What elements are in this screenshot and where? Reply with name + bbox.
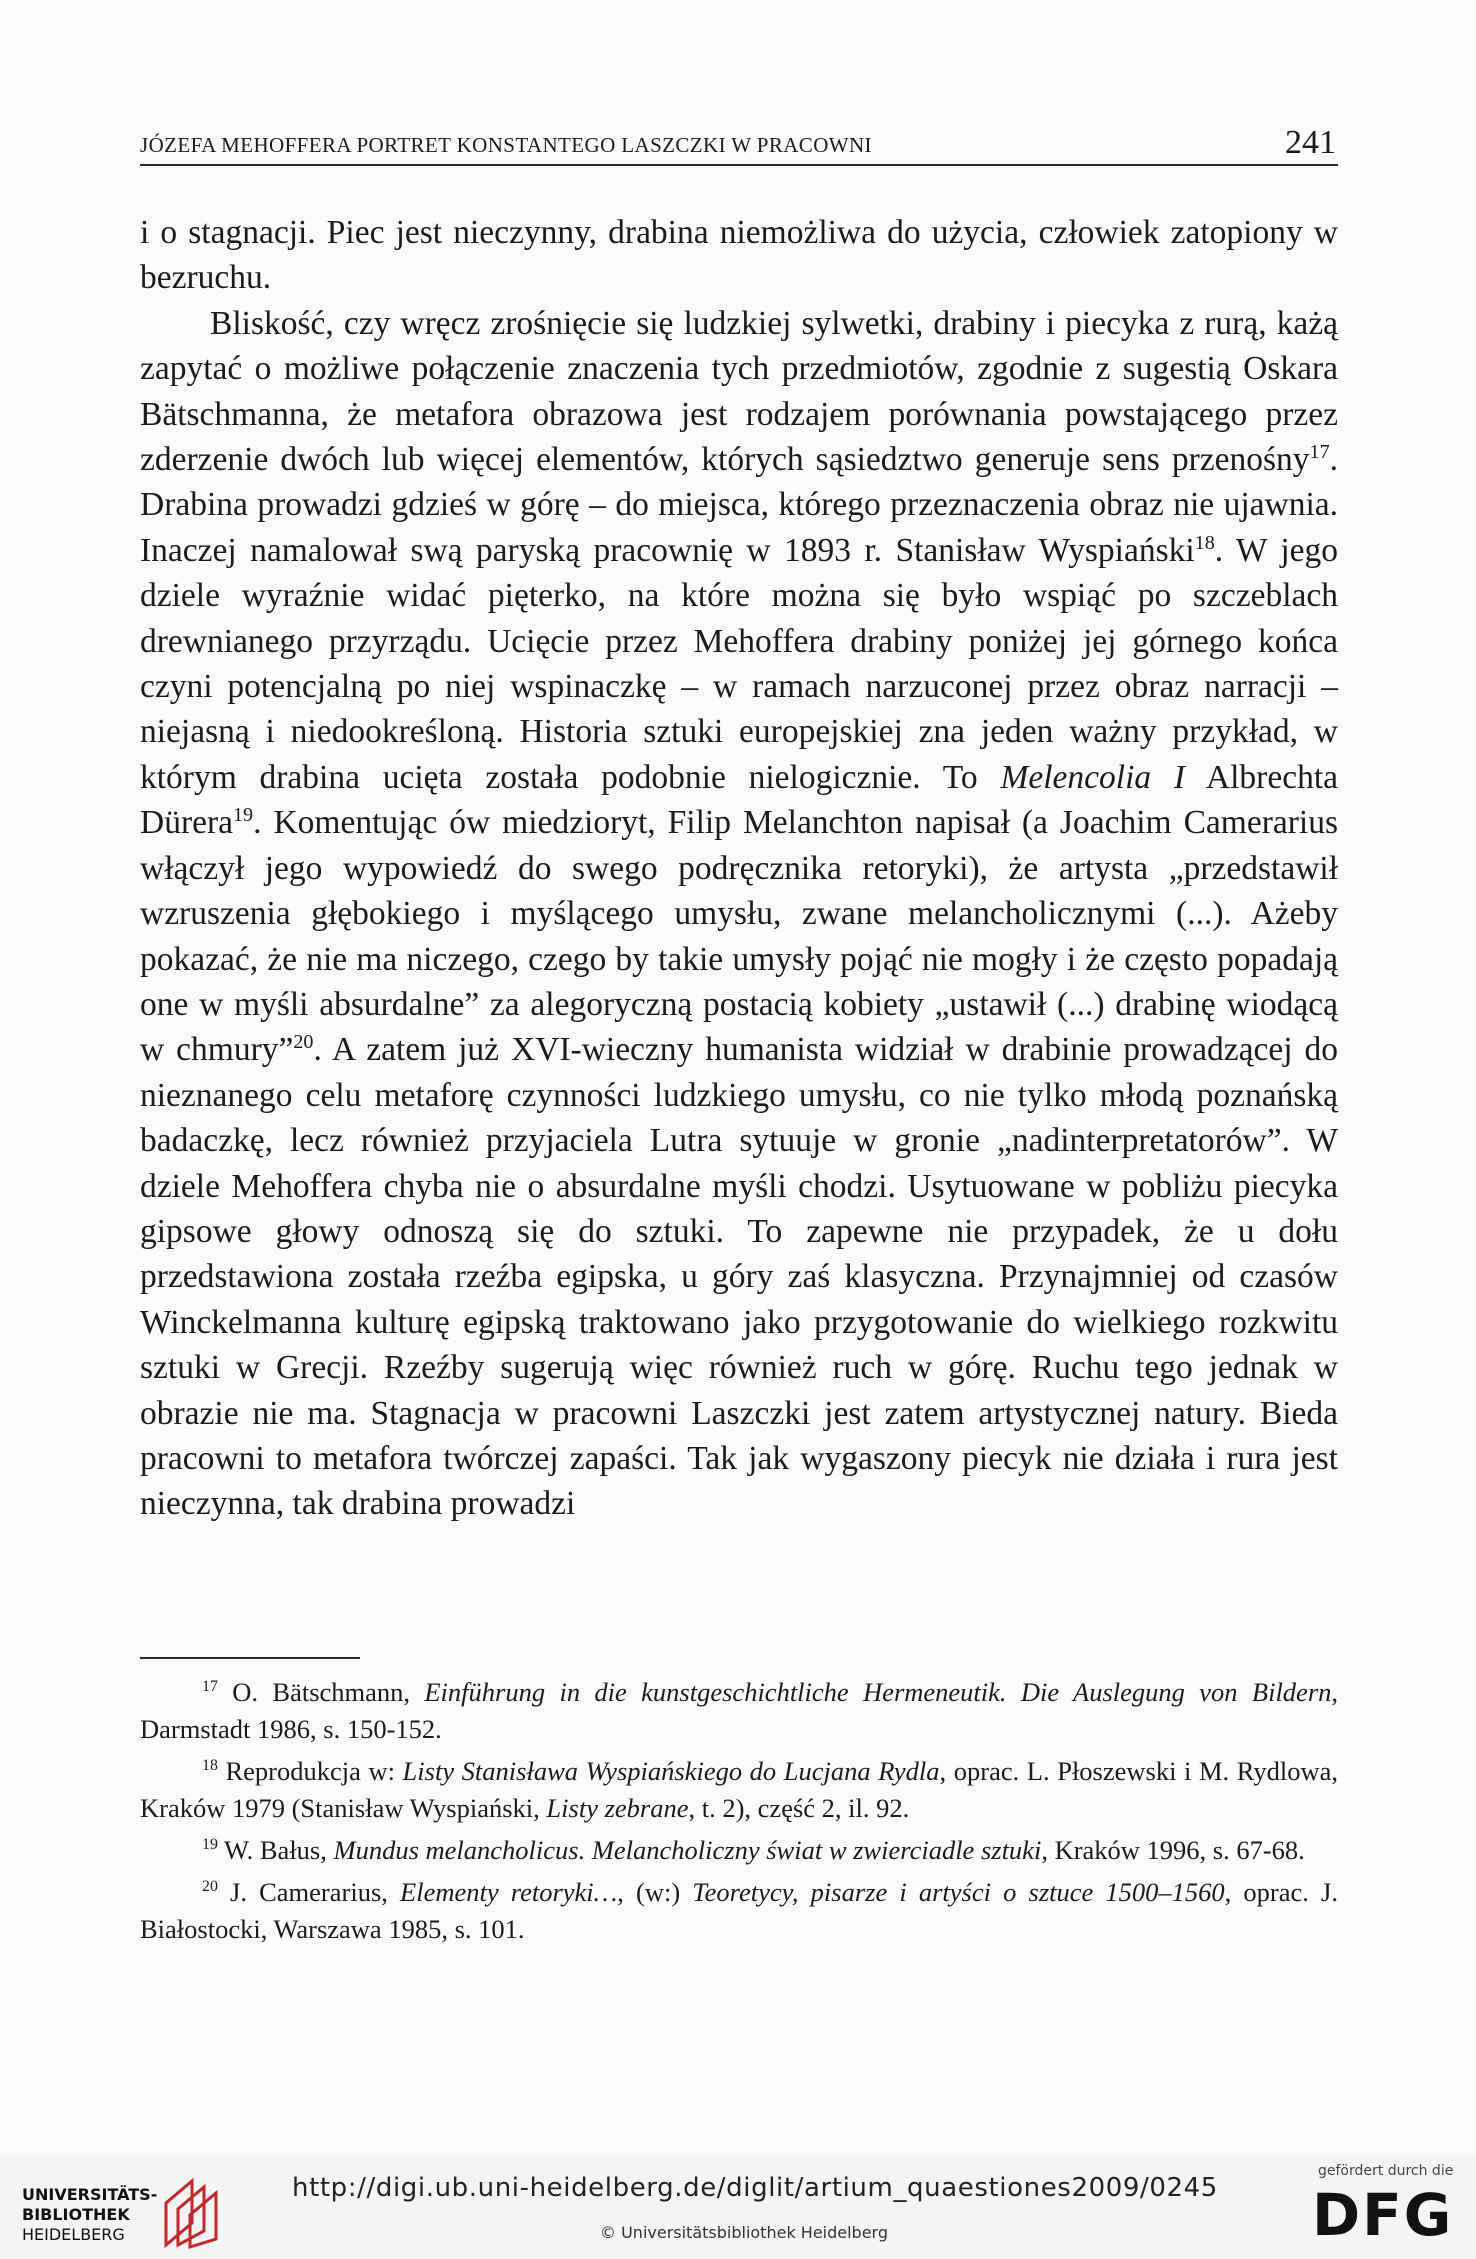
footnote-20: $^{20}$ J. Camerarius, Elementy retoryki…, (w:) Teoretycy, pisarze i artyści o sztuce 1500–1560, oprac. J. Białostocki, Warszawa 1985, s. 101.	[140, 1877, 1338, 1944]
footnote-divider	[140, 1657, 360, 1659]
footnote-ref-20[interactable]: 20	[293, 1031, 314, 1054]
footnote-17: $^{17}$ O. Bätschmann, Einführung in die kunstgeschichtliche Hermeneutik. Die Auslegung von Bildern, Darmstadt 1986, s. 150-152.	[140, 1677, 1339, 1744]
paragraph-2: Bliskość, czy wręcz zrośnięcie się ludzkiej sylwetki, drabiny i piecyka z rurą, każą zapytać o możliwe połączenie znaczenia tych przedmiotów, zgodnie z sugestią Oskara Bätschmanna, że metafora obrazowa jest rodzajem porównania powstającego przez zderzenie dwóch lub więcej elementów, których sąsiedztwo generuje sens przenośny$^{17}$. Drabina prowadzi gdzieś w górę – do miejsca, którego przeznaczenia obraz nie ujawnia. Inaczej namalował swą paryską pracownię w 1893 r. Stanisław Wyspiański$^{18}$. W jego dziele wyraźnie widać pięterko, na które można się było wspiąć po szczeblach drewnianego przyrządu. Ucięcie przez Mehoffera drabiny poniżej jej górnego końca czyni potencjalną po niej wspinaczkę – w ramach narzuconej przez obraz narracji – niejasną i niedookreśloną. Historia sztuki europejskiej zna jeden ważny przykład, w którym drabina ucięta została podobnie nielogicznie. To Melencolia I Albrechta Dürera$^{19}$. Komentując ów miedzioryt, Filip Melanchton napisał (a Joachim Camerarius włączył jego wypowiedź do swego podręcznika retoryki), że artysta „przedstawił wzruszenia głębokiego i myślącego umysłu, zwane melancholicznymi (...). Ażeby pokazać, że nie ma niczego, czego by takie umysły pojąć nie mogły i że często popadają one w myśli absurdalne” za alegoryczną postacią kobiety „ustawił (...) drabinę wiodącą w chmury”$^{20}$. A zatem już XVI-wieczny humanista widział w drabinie prowadzącej do nieznanego celu metaforę czynności ludzkiego umysłu, co nie tylko młodą poznańską badaczkę, lecz również przyjaciela Lutra sytuuje w gronie „nadinterpretatorów”. W dziele Mehoffera chyba nie o absurdalne myśli chodzi. Usytuowane w pobliżu piecyka gipsowe głowy odnoszą się do sztuki. To zapewne nie przypadek, że u dołu przedstawiona została rzeźba egipska, u góry zaś klasyczna. Przynajmniej od czasów Winckelmanna kulturę egipską traktowano jako przygotowanie do wielkiego rozkwitu sztuki w Grecji. Rzeźby sugerują więc również ruch w górę. Ruchu tego jednak w obrazie nie ma. Stagnacja w pracowni Laszczki jest zatem artystycznej natury. Bieda pracowni to metafora twórczej zapaści. Tak jak wygaszony piecyk nie działa i rura jest nieczynna, tak drabina prowadzi	[140, 304, 1339, 1523]
running-head	[140, 118, 1338, 166]
footnote-ref-19[interactable]: 19	[233, 804, 254, 827]
footnote-18: $^{18}$ Reprodukcja w: Listy Stanisława Wyspiańskiego do Lucjana Rydla, oprac. L. Płoszewski i M. Rydlowa, Kraków 1979 (Stanisław Wyspiański, Listy zebrane, t. 2), część 2, il. 92.	[140, 1756, 1338, 1823]
copyright-notice: © Universitätsbibliothek Heidelberg	[600, 2223, 889, 2242]
dfg-logo[interactable]: DFG	[1312, 2181, 1454, 2249]
footnotes	[140, 1674, 1338, 1953]
paragraph-1: i o stagnacji. Piec jest nieczynny, drabina niemożliwa do użycia, człowiek zatopiony w bezruchu.	[140, 214, 1338, 297]
library-name: UNIVERSITÄTS- BIBLIOTHEK HEIDELBERG	[22, 2185, 158, 2244]
page-number: 241	[1285, 124, 1336, 161]
permalink-url[interactable]: http://digi.ub.uni-heidelberg.de/diglit/artium_quaestiones2009/0245	[292, 2173, 1218, 2203]
body-text	[140, 210, 1338, 1527]
footnote-ref-17[interactable]: 17	[1309, 440, 1330, 463]
library-logo[interactable]	[22, 2175, 222, 2247]
funding-note: gefördert durch die	[1318, 2163, 1454, 2179]
running-title: JÓZEFA MEHOFFERA PORTRET KONSTANTEGO LASZCZKI W PRACOWNI	[140, 133, 872, 157]
digitization-footer	[0, 2155, 1476, 2259]
library-mark-icon	[158, 2175, 224, 2251]
footnote-19: $^{19}$ W. Bałus, Mundus melancholicus. Melancholiczny świat w zwierciadle sztuki, Kraków 1996, s. 67-68.	[202, 1835, 1305, 1865]
artwork-title: Melencolia I	[1000, 758, 1186, 796]
footnote-ref-18[interactable]: 18	[1194, 531, 1215, 554]
